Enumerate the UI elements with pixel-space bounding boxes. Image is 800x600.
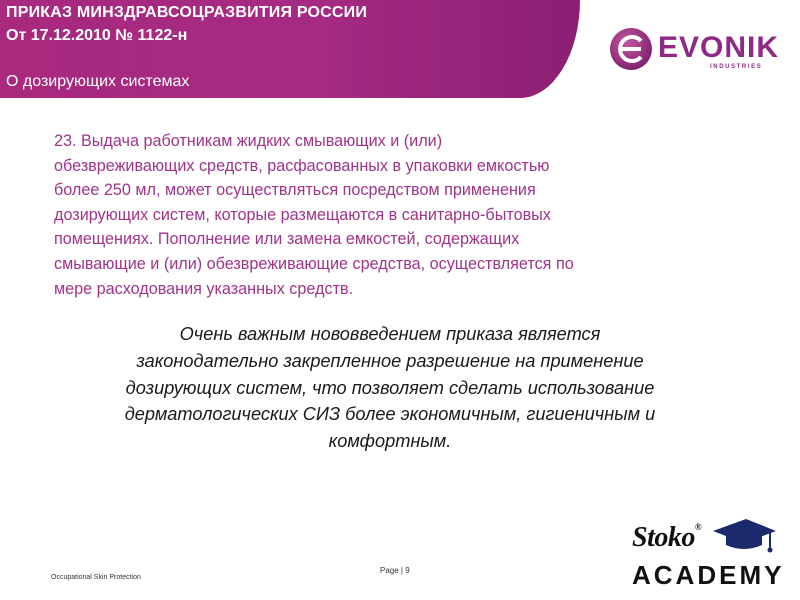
footer-caption: Occupational Skin Protection (51, 574, 141, 581)
academy-wordmark: ACADEMY (632, 560, 785, 590)
slide-subtitle: О дозирующих системах (6, 73, 190, 90)
page-number: Page | 9 (380, 566, 410, 575)
evonik-logo-icon (608, 26, 654, 72)
logo-subtitle: INDUSTRIES (710, 64, 763, 70)
paragraph-line: смывающие и (или) обезвреживающие средства, осуществляется по (54, 254, 574, 273)
quote-line: Очень важным нововведением приказа является (179, 324, 601, 344)
paragraph-line: помещениях. Пополнение или замена емкостей, содержащих (54, 230, 520, 249)
regulation-paragraph (54, 129, 724, 301)
commentary-quote (40, 321, 740, 455)
logo-wordmark: EVONIK (658, 31, 780, 64)
registered-mark: ® (694, 522, 702, 532)
paragraph-line: более 250 мл, может осуществляться посредством применения (54, 181, 536, 200)
quote-line: комфортным. (328, 431, 452, 452)
quote-line: законодательно закрепленное разрешение на применение (136, 350, 644, 371)
stoko-wordmark: Stoko (632, 522, 695, 553)
quote-line: дерматологических СИЗ более экономичным, гигиеничным и (124, 404, 656, 425)
graduation-cap-icon (708, 515, 778, 555)
order-title: ПРИКАЗ МИНЗДРАВСОЦРАЗВИТИЯ РОССИИ (6, 4, 368, 21)
order-date: От 17.12.2010 № 1122-н (6, 27, 188, 44)
stoko-logo (632, 522, 701, 554)
paragraph-line: 23. Выдача работникам жидких смывающих и (или) (54, 132, 443, 150)
paragraph-line: мере расходования указанных средств. (54, 279, 354, 298)
title-banner (0, 0, 580, 98)
paragraph-line: дозирующих систем, которые размещаются в санитарно-бытовых (54, 205, 551, 224)
evonik-logo (586, 0, 800, 98)
quote-line: дозирующих систем, что позволяет сделать использование (125, 377, 655, 398)
paragraph-line: обезвреживающих средств, расфасованных в упаковки емкостью (54, 156, 550, 175)
